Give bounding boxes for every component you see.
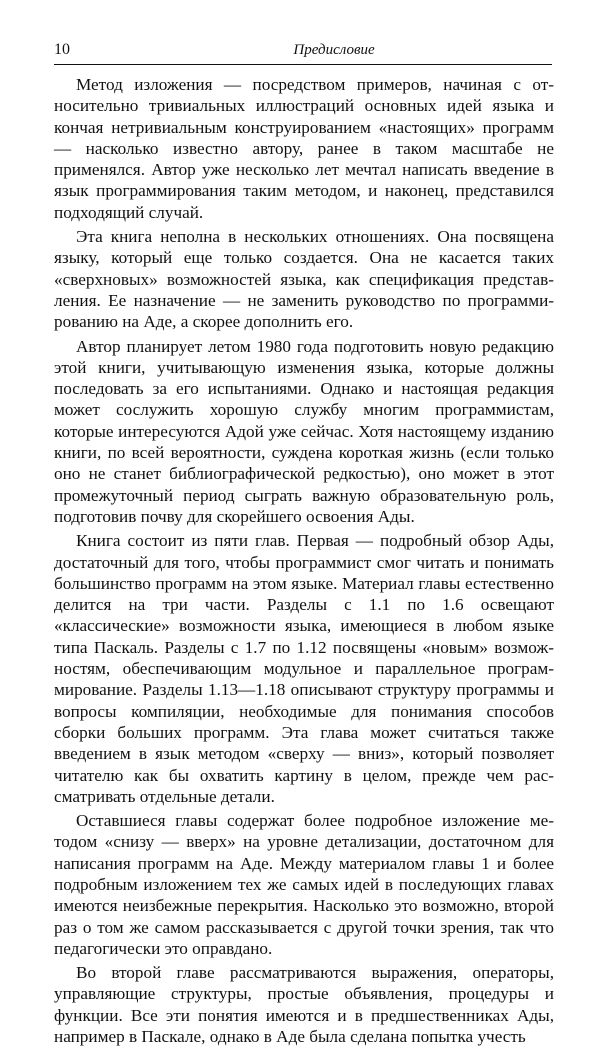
header-rule [54,64,552,65]
paragraph: Оставшиеся главы содержат более подробное изложение методом «снизу — вверх» на уровне детализации, достаточном для написания программ на Аде. Между материалом главы 1 и более подробным изложением тех же самых идей в последующих главах имеются неизбежные перекрытия. Насколько это возможно, второй раз о том же самом рассказывается с другой точки зрения, так что педагогически это оправдано. [54,811,554,958]
paragraph: Автор планирует летом 1980 года подготовить новую редакцию этой книги, учитывающую изменения языка, которые должны последовать за его испытаниями. Однако и настоящая редакция может сослужить хорошую службу многим программистам, которые интересуются Адой уже сейчас. Хотя настоящему изданию книги, по всей вероятности, суждена короткая жизнь (если только оно не станет библиографической редкостью), оно может в этот промежуточный период сыграть важную образовательную роль, подготовив почву для скорейшего освоения Ады. [54,336,554,526]
paragraph: Метод изложения — посредством примеров, начиная с относительно тривиальных иллюстраций основных идей языка и кончая нетривиальным конструированием «настоящих» программ — насколько известно автору, ранее в таком масштабе не применялся. Автор уже несколько лет мечтал написать введение в язык программирования таким методом, и наконец, представился подходящий случай. [54,75,554,222]
page-header [54,40,554,62]
running-title: Предисловие [293,42,375,58]
paragraph: Книга состоит из пяти глав. Первая — подробный обзор Ады, достаточный для того, чтобы программист смог читать и понимать большинство программ на этом языке. Материал главы естественно делится на три части. Разделы с 1.1 по 1.6 освещают «классические» возможности языка, имеющиеся в любом языке типа Паскаль. Разделы с 1.7 по 1.12 посвящены «новым» возможностям, обеспечивающим модульное и параллельное программирование. Разделы 1.13—1.18 описывают структуру программы и вопросы компиляции, необходимые для понимания способов сборки больших программ. Эта глава может считаться также введением в язык методом «сверху — вниз», который позволяет читателю как бы охватить картину в целом, прежде чем рассматривать отдельные детали. [54,531,554,806]
paragraph: Эта книга неполна в нескольких отношениях. Она посвящена языку, который еще только создается. Она не касается таких «сверхновых» возможностей языка, как спецификация представления. Ее назначение — не заменить руководство по программированию на Аде, а скорее дополнить его. [54,227,554,332]
page-number: 10 [54,41,70,58]
paragraph: Во второй главе рассматриваются выражения, операторы, управляющие структуры, простые объявления, процедуры и функции. Все эти понятия имеются и в предшественниках Ады, например в Паскале, однако в Аде была сделана попытка учесть [54,963,554,1047]
body-text [54,74,554,1050]
